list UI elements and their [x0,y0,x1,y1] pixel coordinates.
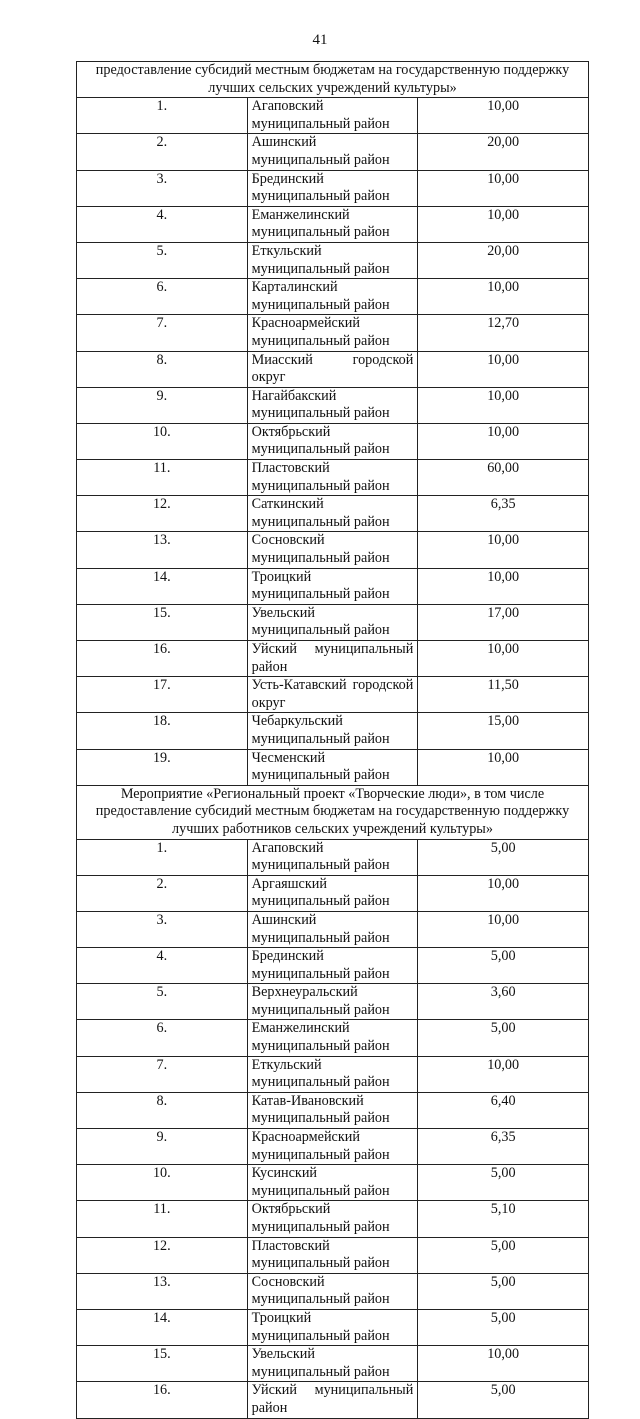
table-row [77,568,589,604]
subsidy-amount: 20,00 [418,134,589,170]
municipality-name: Октябрьский муниципальный район [247,1201,418,1237]
table-row [77,1201,589,1237]
table-row [77,1382,589,1418]
table-row [77,532,589,568]
municipality-name: Кусинский муниципальный район [247,1165,418,1201]
table-row [77,206,589,242]
row-number: 14. [77,568,248,604]
row-number: 13. [77,1273,248,1309]
subsidy-amount: 6,35 [418,496,589,532]
subsidy-amount: 10,00 [418,98,589,134]
table-row [77,641,589,677]
subsidy-amount: 17,00 [418,604,589,640]
row-number: 6. [77,1020,248,1056]
subsidy-amount: 10,00 [418,749,589,785]
subsidy-amount: 10,00 [418,1346,589,1382]
table-row [77,839,589,875]
row-number: 13. [77,532,248,568]
section-header: предоставление субсидий местным бюджетам на государственную поддержку лучших сельских учреждений культуры» [77,62,589,98]
page-number: 41 [312,32,328,48]
subsidy-amount: 10,00 [418,206,589,242]
municipality-name: Миасский городской округ [247,351,418,387]
table-row [77,677,589,713]
subsidy-amount: 10,00 [418,387,589,423]
subsidy-amount: 5,00 [418,948,589,984]
table-row [77,1020,589,1056]
table-row [77,948,589,984]
municipality-name: Ашинский муниципальный район [247,911,418,947]
row-number: 17. [77,677,248,713]
municipality-name: Сосновский муниципальный район [247,1273,418,1309]
row-number: 2. [77,134,248,170]
table-row [77,351,589,387]
row-number: 16. [77,1382,248,1418]
subsidy-amount: 5,00 [418,1165,589,1201]
row-number: 11. [77,460,248,496]
municipality-name: Нагайбакский муниципальный район [247,387,418,423]
municipality-name: Пластовский муниципальный район [247,460,418,496]
table-row [77,1237,589,1273]
municipality-name: Брединский муниципальный район [247,170,418,206]
subsidy-amount: 60,00 [418,460,589,496]
subsidy-amount: 5,00 [418,1309,589,1345]
row-number: 12. [77,496,248,532]
subsidy-amount: 12,70 [418,315,589,351]
row-number: 9. [77,1129,248,1165]
municipality-name: Красноармейский муниципальный район [247,315,418,351]
row-number: 14. [77,1309,248,1345]
row-number: 7. [77,1056,248,1092]
row-number: 6. [77,279,248,315]
municipality-name: Аргаяшский муниципальный район [247,875,418,911]
table-row [77,875,589,911]
subsidy-amount: 5,00 [418,839,589,875]
table-row [77,984,589,1020]
row-number: 5. [77,242,248,278]
table-row [77,134,589,170]
table-row [77,1309,589,1345]
subsidy-amount: 6,35 [418,1129,589,1165]
subsidy-amount: 10,00 [418,170,589,206]
table-row [77,911,589,947]
row-number: 8. [77,1092,248,1128]
subsidy-amount: 5,00 [418,1382,589,1418]
municipality-name: Уйский муниципальный район [247,1382,418,1418]
row-number: 1. [77,98,248,134]
subsidy-amount: 10,00 [418,351,589,387]
table-row [77,713,589,749]
row-number: 7. [77,315,248,351]
municipality-name: Увельский муниципальный район [247,1346,418,1382]
subsidy-amount: 6,40 [418,1092,589,1128]
municipality-name: Брединский муниципальный район [247,948,418,984]
row-number: 10. [77,1165,248,1201]
subsidy-table [76,61,589,1419]
subsidy-amount: 15,00 [418,713,589,749]
municipality-name: Карталинский муниципальный район [247,279,418,315]
subsidy-amount: 11,50 [418,677,589,713]
municipality-name: Еманжелинский муниципальный район [247,1020,418,1056]
table-row [77,279,589,315]
table-row [77,1165,589,1201]
subsidy-amount: 10,00 [418,423,589,459]
municipality-name: Чесменский муниципальный район [247,749,418,785]
table-row [77,496,589,532]
row-number: 4. [77,948,248,984]
row-number: 8. [77,351,248,387]
municipality-name: Катав-Ивановский муниципальный район [247,1092,418,1128]
municipality-name: Пластовский муниципальный район [247,1237,418,1273]
row-number: 19. [77,749,248,785]
subsidy-amount: 10,00 [418,641,589,677]
table-row [77,1346,589,1382]
table-row [77,749,589,785]
row-number: 2. [77,875,248,911]
subsidy-amount: 10,00 [418,532,589,568]
row-number: 16. [77,641,248,677]
row-number: 15. [77,1346,248,1382]
municipality-name: Октябрьский муниципальный район [247,423,418,459]
municipality-name: Красноармейский муниципальный район [247,1129,418,1165]
row-number: 9. [77,387,248,423]
table-row [77,1092,589,1128]
table-row [77,315,589,351]
row-number: 5. [77,984,248,1020]
table-row [77,604,589,640]
subsidy-table-body [77,62,589,1419]
subsidy-amount: 10,00 [418,911,589,947]
section-header: Мероприятие «Региональный проект «Творческие люди», в том числе предоставление субсидий местным бюджетам на государственную поддержку лучших работников сельских учреждений культуры» [77,785,589,839]
row-number: 4. [77,206,248,242]
row-number: 10. [77,423,248,459]
municipality-name: Агаповский муниципальный район [247,98,418,134]
subsidy-amount: 10,00 [418,279,589,315]
subsidy-amount: 3,60 [418,984,589,1020]
subsidy-amount: 10,00 [418,875,589,911]
row-number: 12. [77,1237,248,1273]
subsidy-amount: 5,10 [418,1201,589,1237]
table-row [77,1056,589,1092]
row-number: 11. [77,1201,248,1237]
subsidy-amount: 5,00 [418,1273,589,1309]
subsidy-amount: 20,00 [418,242,589,278]
row-number: 15. [77,604,248,640]
municipality-name: Еткульский муниципальный район [247,242,418,278]
subsidy-amount: 10,00 [418,1056,589,1092]
table-row [77,170,589,206]
municipality-name: Увельский муниципальный район [247,604,418,640]
municipality-name: Верхнеуральский муниципальный район [247,984,418,1020]
municipality-name: Агаповский муниципальный район [247,839,418,875]
subsidy-amount: 5,00 [418,1237,589,1273]
table-row [77,1273,589,1309]
section-header-row [77,62,589,98]
municipality-name: Сосновский муниципальный район [247,532,418,568]
table-row [77,242,589,278]
municipality-name: Усть-Катавский городской округ [247,677,418,713]
municipality-name: Ашинский муниципальный район [247,134,418,170]
municipality-name: Троицкий муниципальный район [247,568,418,604]
municipality-name: Еманжелинский муниципальный район [247,206,418,242]
section-header-row [77,785,589,839]
table-row [77,460,589,496]
table-row [77,98,589,134]
row-number: 3. [77,911,248,947]
municipality-name: Троицкий муниципальный район [247,1309,418,1345]
row-number: 1. [77,839,248,875]
row-number: 18. [77,713,248,749]
subsidy-amount: 10,00 [418,568,589,604]
municipality-name: Еткульский муниципальный район [247,1056,418,1092]
row-number: 3. [77,170,248,206]
municipality-name: Чебаркульский муниципальный район [247,713,418,749]
table-row [77,1129,589,1165]
municipality-name: Саткинский муниципальный район [247,496,418,532]
table-row [77,387,589,423]
table-row [77,423,589,459]
subsidy-amount: 5,00 [418,1020,589,1056]
municipality-name: Уйский муниципальный район [247,641,418,677]
